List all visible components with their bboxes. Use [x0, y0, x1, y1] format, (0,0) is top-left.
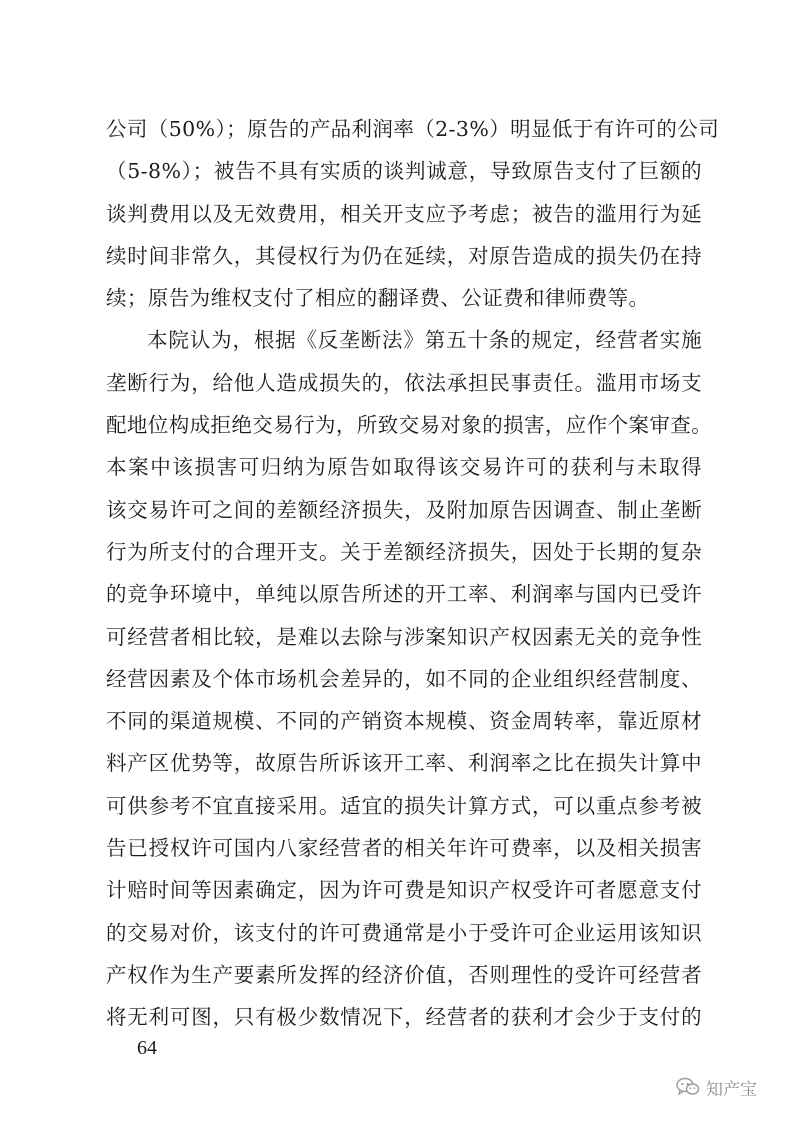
text-line: 本案中该损害可归纳为原告如取得该交易许可的获利与未取得 — [106, 455, 702, 480]
document-body — [106, 108, 720, 1039]
text-line: 可经营者相比较，是难以去除与涉案知识产权因素无关的竞争性 — [106, 624, 702, 649]
watermark — [676, 1072, 757, 1102]
paragraph-start-line: 本院认为，根据《反垄断法》第五十条的规定，经营者实施 — [147, 328, 702, 353]
text-line: 行为所支付的合理开支。关于差额经济损失，因处于长期的复杂 — [106, 539, 702, 564]
text-line: 配地位构成拒绝交易行为，所致交易对象的损害，应作个案审查。 — [106, 413, 713, 438]
wechat-icon — [676, 1077, 700, 1097]
text-line: 该交易许可之间的差额经济损失，及附加原告因调查、制止垄断 — [106, 497, 702, 522]
text-line: 谈判费用以及无效费用，相关开支应予考虑；被告的滥用行为延 — [106, 201, 702, 226]
text-line: 公司（50%）；原告的产品利润率（2-3%）明显低于有许可的公司 — [106, 117, 720, 141]
text-line: 的竞争环境中，单纯以原告所述的开工率、利润率与国内已受许 — [106, 582, 702, 607]
watermark-label: 知产宝 — [706, 1079, 757, 1100]
text-line: 告已授权许可国内八家经营者的相关年许可费率，以及相关损害 — [106, 836, 702, 861]
text-line: 产权作为生产要素所发挥的经济价值，否则理性的受许可经营者 — [106, 962, 702, 987]
text-line: 料产区优势等，故原告所诉该开工率、利润率之比在损失计算中 — [106, 751, 702, 776]
text-line: 垄断行为，给他人造成损失的，依法承担民事责任。滥用市场支 — [106, 370, 702, 395]
text-line: 将无利可图，只有极少数情况下，经营者的获利才会少于支付的 — [106, 1005, 702, 1030]
text-line: 不同的渠道规模、不同的产销资本规模、资金周转率，靠近原材 — [106, 709, 702, 734]
text-line: 续；原告为维权支付了相应的翻译费、公证费和律师费等。 — [106, 286, 650, 311]
text-line: 计赔时间等因素确定，因为许可费是知识产权受许可者愿意支付 — [106, 878, 702, 903]
text-line: 可供参考不宜直接采用。适宜的损失计算方式，可以重点参考被 — [106, 793, 702, 818]
text-line: 续时间非常久，其侵权行为仍在延续，对原告造成的损失仍在持 — [106, 243, 702, 268]
text-line: 经营因素及个体市场机会差异的，如不同的企业组织经营制度、 — [106, 666, 702, 691]
page-number: 64 — [137, 1037, 157, 1059]
text-line: 的交易对价，该支付的许可费通常是小于受许可企业运用该知识 — [106, 920, 702, 945]
text-line: （5-8%）；被告不具有实质的谈判诚意，导致原告支付了巨额的 — [106, 159, 702, 184]
